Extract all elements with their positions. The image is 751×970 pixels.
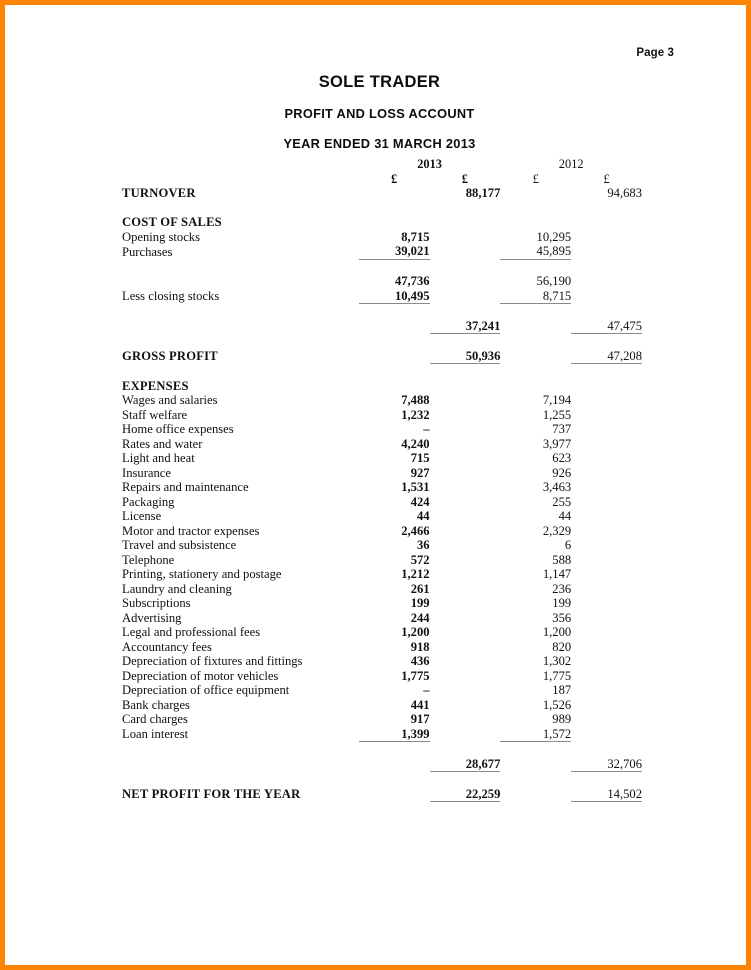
row-value-prior: 623 [552, 451, 572, 465]
row-label: Telephone [122, 552, 175, 567]
row-label: Travel and subsistence [122, 538, 237, 552]
column-year-header-row [122, 157, 642, 172]
row-label: Less closing stocks [122, 289, 220, 303]
row-value-prior: 7,194 [542, 393, 572, 407]
row-value-current: 8,715 [401, 229, 430, 244]
document-title-block [5, 73, 751, 151]
row-value-prior: 1,572 [500, 727, 571, 742]
cost-of-sales-subtotal-row [122, 274, 642, 289]
table-row [122, 538, 642, 553]
row-label: Insurance [122, 465, 171, 480]
turnover-label: TURNOVER [122, 186, 196, 200]
row-label: Opening stocks [122, 229, 201, 244]
row-value-current: 39,021 [359, 244, 430, 259]
table-row [122, 524, 642, 539]
year-header-prior: 2012 [558, 157, 584, 171]
row-value-prior: 187 [552, 683, 572, 697]
table-row [122, 567, 642, 582]
row-label: License [122, 509, 162, 523]
row-value-current: 10,495 [359, 289, 430, 304]
row-value-prior: 2,329 [542, 523, 572, 538]
table-row [122, 683, 642, 698]
spacer [122, 742, 642, 757]
table-row [122, 712, 642, 727]
row-label: Bank charges [122, 697, 190, 712]
currency-symbol-prior-outer: £ [603, 171, 610, 186]
row-label: Laundry and cleaning [122, 581, 232, 596]
table-row [122, 480, 642, 495]
statement-type: PROFIT AND LOSS ACCOUNT [284, 106, 475, 121]
table-row [122, 669, 642, 684]
table-row [122, 408, 642, 423]
gross-profit-value-current: 50,936 [430, 349, 501, 364]
row-label: Rates and water [122, 436, 203, 451]
row-value-prior: 3,463 [542, 480, 572, 494]
net-profit-label: NET PROFIT FOR THE YEAR [122, 787, 301, 801]
spacer [122, 364, 642, 379]
table-row [122, 451, 642, 466]
row-label: Light and heat [122, 451, 195, 465]
column-currency-header-row [122, 172, 642, 187]
currency-symbol-current-outer: £ [461, 171, 469, 186]
row-value-current: 917 [410, 712, 430, 726]
expenses-total-value-prior: 32,706 [571, 757, 642, 772]
row-label: Loan interest [122, 727, 189, 741]
turnover-value-prior: 94,683 [607, 186, 642, 200]
net-profit-row [122, 787, 642, 802]
row-label: Printing, stationery and postage [122, 567, 282, 581]
row-label: Repairs and maintenance [122, 480, 249, 494]
row-value-current: 36 [416, 538, 430, 552]
row-value-prior: 10,295 [536, 229, 572, 244]
table-row [122, 393, 642, 408]
row-label: Advertising [122, 610, 182, 625]
row-value-current: 572 [410, 552, 430, 567]
spacer [122, 259, 642, 274]
row-value-current: 1,399 [359, 727, 430, 742]
row-value-prior: 737 [552, 422, 572, 436]
cost-of-sales-heading-row [122, 215, 642, 230]
table-row [122, 625, 642, 640]
row-value-prior: 236 [552, 581, 572, 596]
profit-and-loss-table [122, 157, 642, 802]
statement-period: YEAR ENDED 31 MARCH 2013 [283, 136, 476, 151]
row-value-current: 261 [410, 581, 430, 596]
year-header-current: 2013 [417, 157, 442, 171]
expenses-label: EXPENSES [122, 378, 189, 393]
table-row [122, 611, 642, 626]
row-value-current: 1,775 [401, 668, 430, 683]
row-label: Wages and salaries [122, 393, 218, 407]
row-value-prior: 3,977 [542, 436, 572, 451]
table-row [122, 244, 642, 259]
net-profit-value-current: 22,259 [430, 787, 501, 802]
table-row [122, 698, 642, 713]
row-value-prior: 6 [564, 538, 572, 552]
expenses-total-row [122, 757, 642, 772]
row-label: Motor and tractor expenses [122, 523, 260, 538]
row-value-current: 199 [410, 596, 430, 610]
row-value-current: 44 [416, 509, 430, 523]
row-value-prior: 199 [552, 596, 572, 610]
row-value-current: 715 [410, 451, 430, 465]
page-number: Page 3 [636, 47, 674, 59]
row-value-current: 244 [410, 610, 430, 625]
row-value-prior: 1,775 [542, 668, 572, 683]
row-label: Purchases [122, 244, 173, 259]
row-value-current: 1,531 [401, 480, 430, 494]
currency-symbol-prior-inner: £ [532, 171, 539, 186]
row-value-current: 424 [410, 494, 430, 509]
row-label: Card charges [122, 712, 188, 726]
row-label: Packaging [122, 494, 175, 509]
table-row [122, 596, 642, 611]
gross-profit-row [122, 349, 642, 364]
row-value-current: 1,200 [401, 625, 430, 639]
row-label: Depreciation of office equipment [122, 683, 290, 697]
cost-of-sales-label: COST OF SALES [122, 215, 222, 229]
table-row [122, 422, 642, 437]
gross-profit-value-prior: 47,208 [571, 349, 642, 364]
row-value-current: 1,212 [401, 567, 430, 581]
currency-symbol-current-inner: £ [391, 171, 398, 186]
row-value-current: 441 [410, 697, 430, 712]
table-row [122, 437, 642, 452]
row-value-prior: 255 [552, 494, 572, 509]
row-value-prior: 45,895 [500, 244, 571, 259]
row-value-prior: 1,200 [542, 625, 572, 639]
expenses-heading-row [122, 379, 642, 394]
total-value-current: 37,241 [430, 319, 501, 334]
row-value-prior: 1,302 [542, 654, 572, 668]
table-row [122, 509, 642, 524]
less-closing-stocks-row [122, 289, 642, 304]
row-label: Staff welfare [122, 407, 188, 422]
spacer [122, 334, 642, 349]
row-label: Subscriptions [122, 596, 191, 610]
total-value-prior: 47,475 [571, 319, 642, 334]
row-value-prior: 989 [552, 712, 572, 726]
subtotal-value-prior: 56,190 [536, 274, 572, 288]
table-row [122, 582, 642, 597]
row-value-prior: 356 [552, 610, 572, 625]
row-value-current: 2,466 [401, 523, 430, 538]
table-row [122, 640, 642, 655]
row-label: Legal and professional fees [122, 625, 261, 639]
row-value-prior: 8,715 [500, 289, 571, 304]
row-label: Depreciation of fixtures and fittings [122, 654, 303, 668]
page-title: SOLE TRADER [318, 73, 441, 91]
row-value-prior: 820 [552, 639, 572, 654]
cost-of-sales-total-row [122, 319, 642, 334]
spacer [122, 304, 642, 319]
turnover-row [122, 186, 642, 201]
row-label: Home office expenses [122, 422, 234, 436]
turnover-value-current: 88,177 [465, 186, 501, 200]
row-label: Accountancy fees [122, 639, 212, 654]
table-row [122, 466, 642, 481]
table-row [122, 495, 642, 510]
net-profit-value-prior: 14,502 [571, 787, 642, 802]
table-row [122, 654, 642, 669]
row-value-prior: 1,526 [542, 697, 572, 712]
row-value-prior: 1,255 [542, 407, 572, 422]
row-value-prior: 926 [552, 465, 572, 480]
row-value-current: 927 [410, 465, 430, 480]
row-value-current: – [423, 683, 430, 697]
row-value-current: – [423, 422, 430, 436]
row-value-current: 7,488 [401, 393, 430, 407]
row-value-prior: 44 [558, 509, 572, 523]
expenses-total-value-current: 28,677 [430, 757, 501, 772]
row-value-current: 918 [410, 639, 430, 654]
spacer [122, 772, 642, 787]
row-value-current: 4,240 [401, 436, 430, 451]
row-value-current: 1,232 [401, 407, 430, 422]
row-value-current: 436 [410, 654, 430, 668]
subtotal-value-current: 47,736 [394, 274, 430, 288]
row-value-prior: 588 [552, 552, 572, 567]
row-label: Depreciation of motor vehicles [122, 668, 279, 683]
table-row [122, 553, 642, 568]
row-value-prior: 1,147 [542, 567, 572, 581]
table-row [122, 727, 642, 742]
spacer [122, 201, 642, 216]
gross-profit-label: GROSS PROFIT [122, 349, 218, 363]
table-row [122, 230, 642, 245]
